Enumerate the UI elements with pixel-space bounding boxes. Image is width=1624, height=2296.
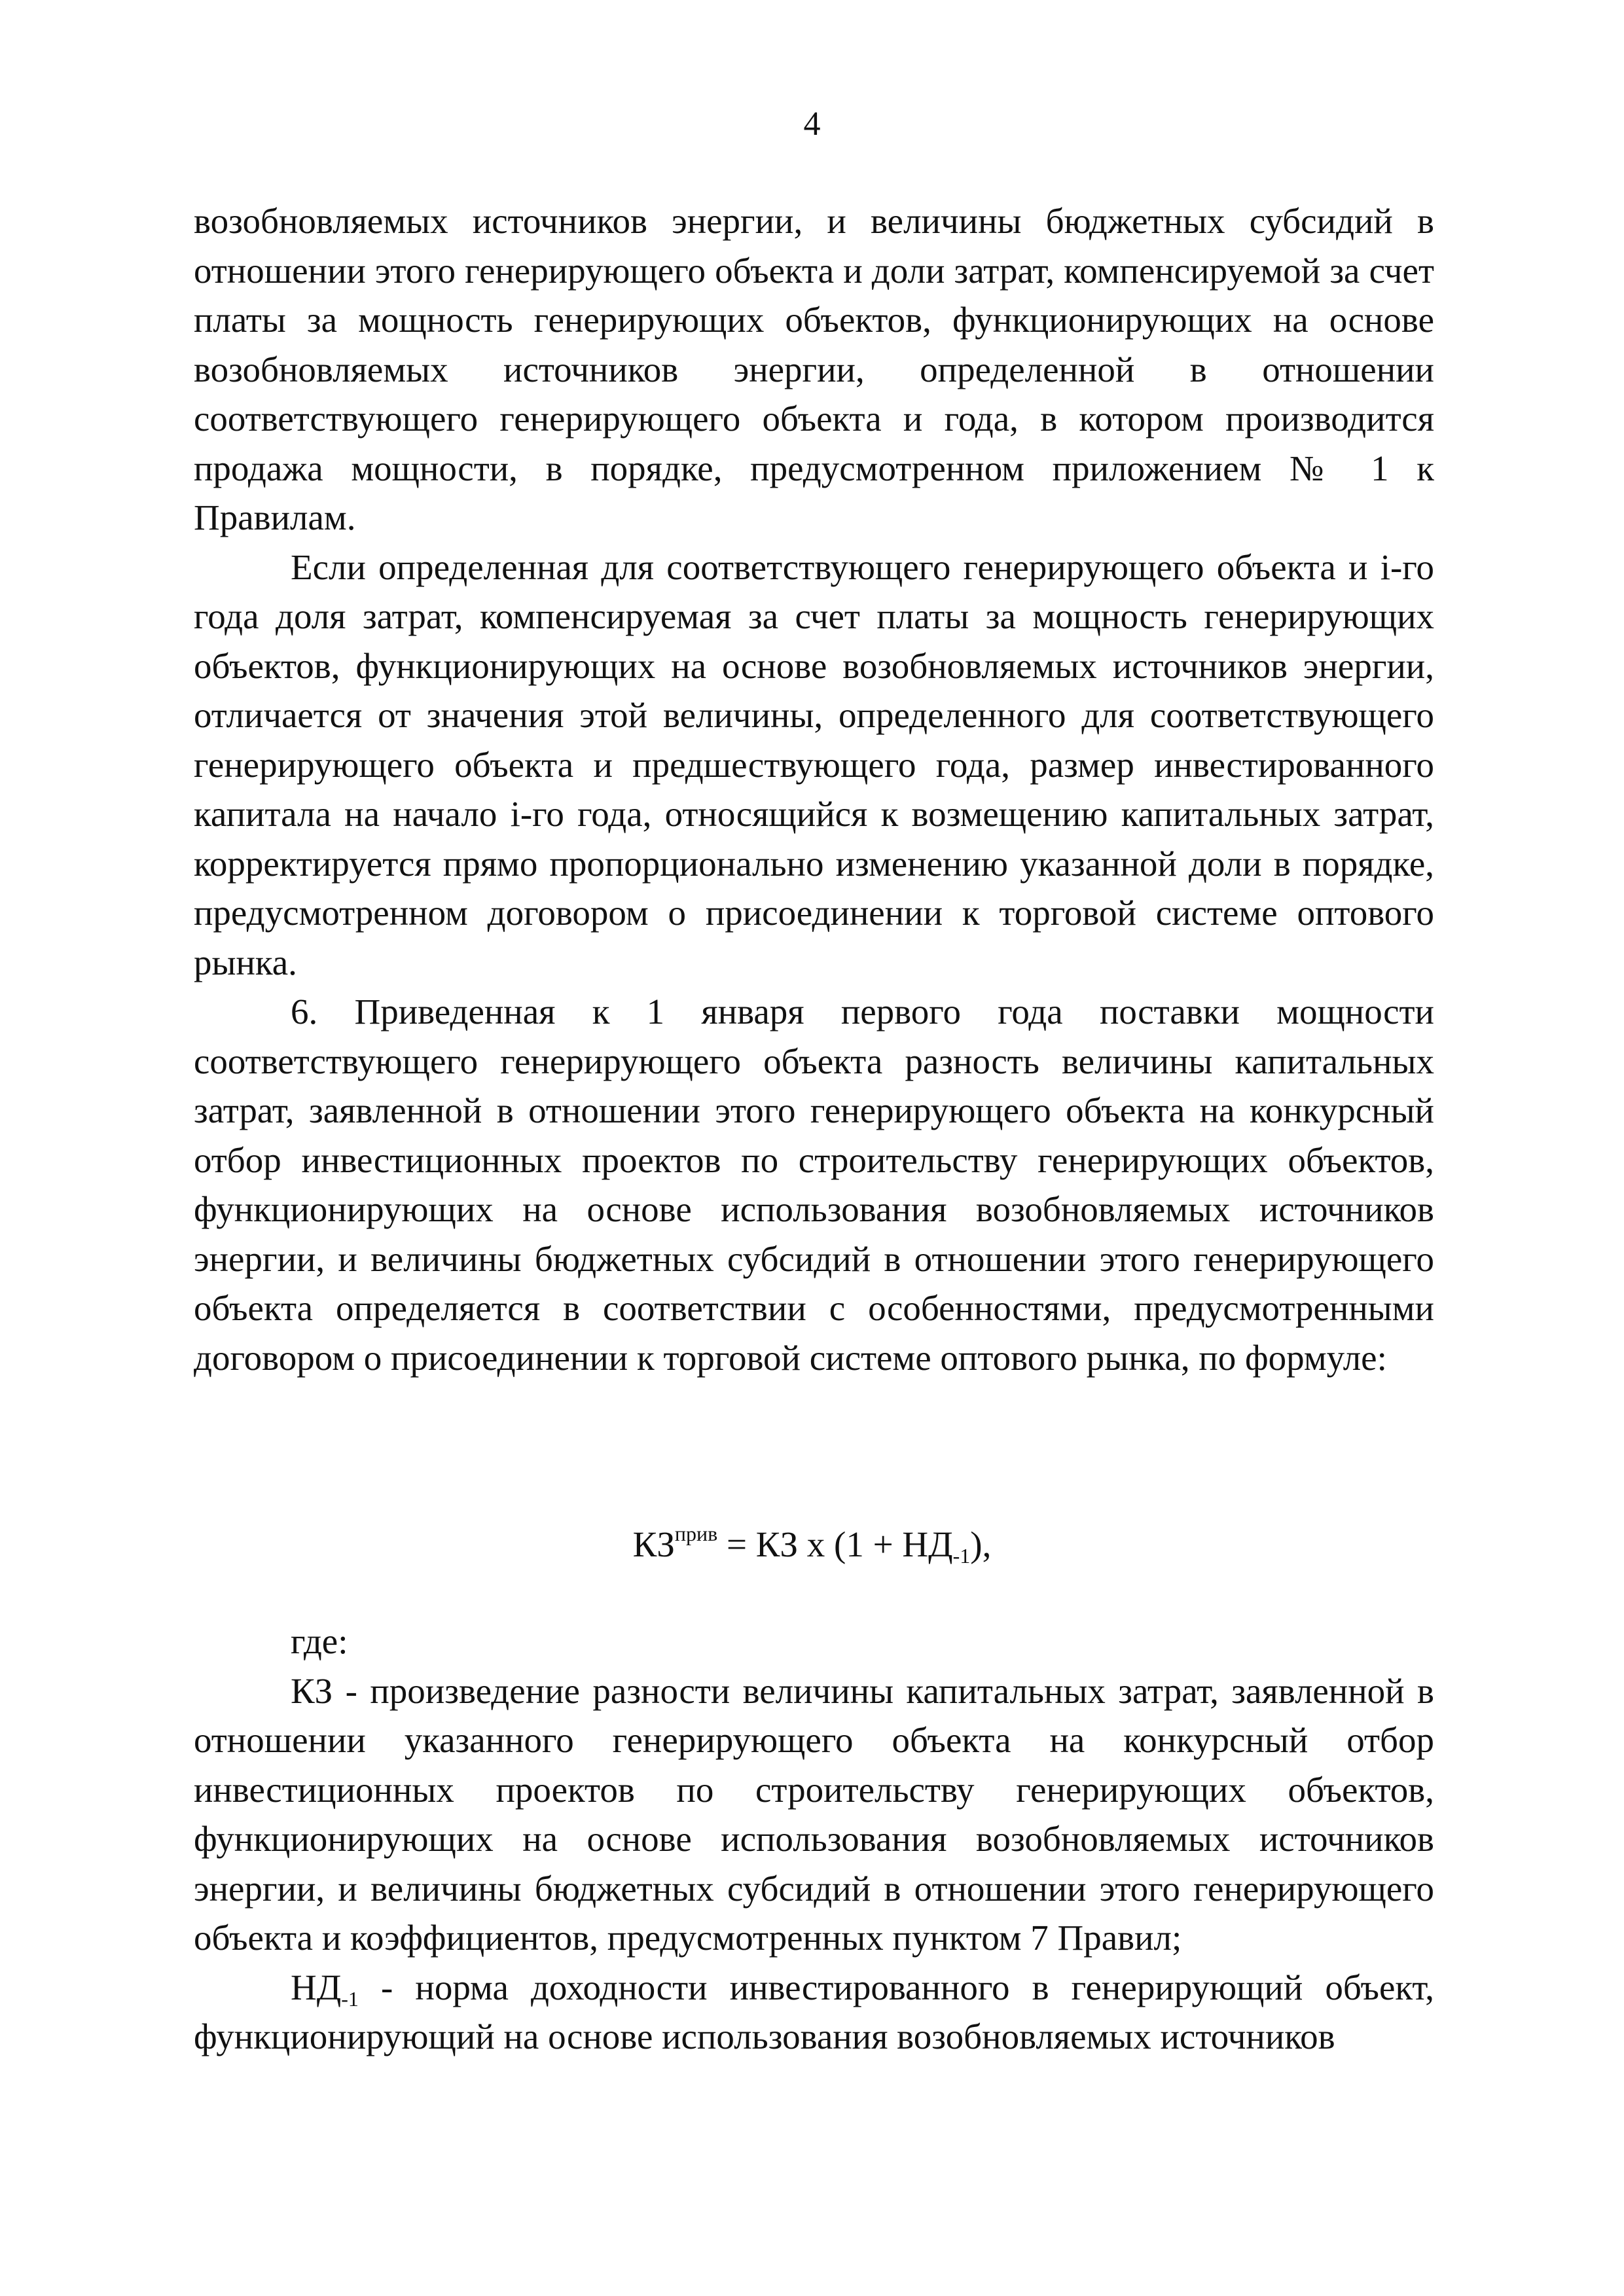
paragraph-item-6: 6. Приведенная к 1 января первого года поставки мощности соответствующего генерирующего объекта разность величины капитальных затрат, заявленной в отношении этого генерирующего объекта на конкурсный отбор инвестиционных проектов по строительству генерирующих объектов, функционирующих на основе использования возобновляемых источников энергии, и величины бюджетных субсидий в отношении этого генерирующего объекта определяется в соответствии с особенностями, предусмотренными договором о присоединении к торговой системе оптового рынка, по формуле: bbox=[194, 992, 1434, 1378]
where-label: где: bbox=[291, 1621, 348, 1661]
definition-nd bbox=[194, 1963, 1434, 2062]
formula-subscript: -1 bbox=[952, 1544, 971, 1568]
nd-symbol: НД bbox=[291, 1967, 342, 2007]
formula-kz-priv bbox=[0, 1520, 1624, 1569]
paragraph-continuation: возобновляемых источников энергии, и величины бюджетных субсидий в отношении этого генерирующего объекта и доли затрат, компенсируемой за счет платы за мощность генерирующих объектов, функционирующих на основе возобновляемых источников энергии, определенной в отношении соответствующего генерирующего объекта и года, в котором производится продажа мощности, в порядке, предусмотренном приложением № 1 к Правилам. bbox=[194, 201, 1434, 537]
formula-middle: = КЗ х (1 + НД bbox=[717, 1524, 953, 1564]
page-number: 4 bbox=[803, 105, 821, 143]
nd-subscript: -1 bbox=[341, 1986, 359, 2011]
formula-lhs: КЗ bbox=[632, 1524, 675, 1564]
definition-kz: КЗ - произведение разности величины капитальных затрат, заявленной в отношении указанного генерирующего объекта на конкурсный отбор инвестиционных проектов по строительству генерирующих объектов, функционирующих на основе использования возобновляемых источников энергии, и величины бюджетных субсидий в отношении этого генерирующего объекта и коэффициентов, предусмотренных пунктом 7 Правил; bbox=[194, 1670, 1434, 1958]
paragraph-share-adjustment: Если определенная для соответствующего генерирующего объекта и i-го года доля затрат, компенсируемая за счет платы за мощность генерирующих объектов, функционирующих на основе возобновляемых источников энергии, отличается от значения этой величины, определенного для соответствующего генерирующего объекта и предшествующего года, размер инвестированного капитала на начало i-го года, относящийся к возмещению капитальных затрат, корректируется прямо пропорционально изменению указанной доли в порядке, предусмотренном договором о присоединении к торговой системе оптового рынка. bbox=[194, 547, 1434, 982]
formula-lhs-superscript: прив bbox=[674, 1522, 718, 1545]
nd-text: - норма доходности инвестированного в генерирующий объект, функционирующий на основе использования возобновляемых источников bbox=[194, 1967, 1434, 2056]
document-body bbox=[194, 196, 1434, 1382]
definitions-block bbox=[194, 1617, 1434, 2062]
formula-end: ), bbox=[970, 1524, 992, 1564]
